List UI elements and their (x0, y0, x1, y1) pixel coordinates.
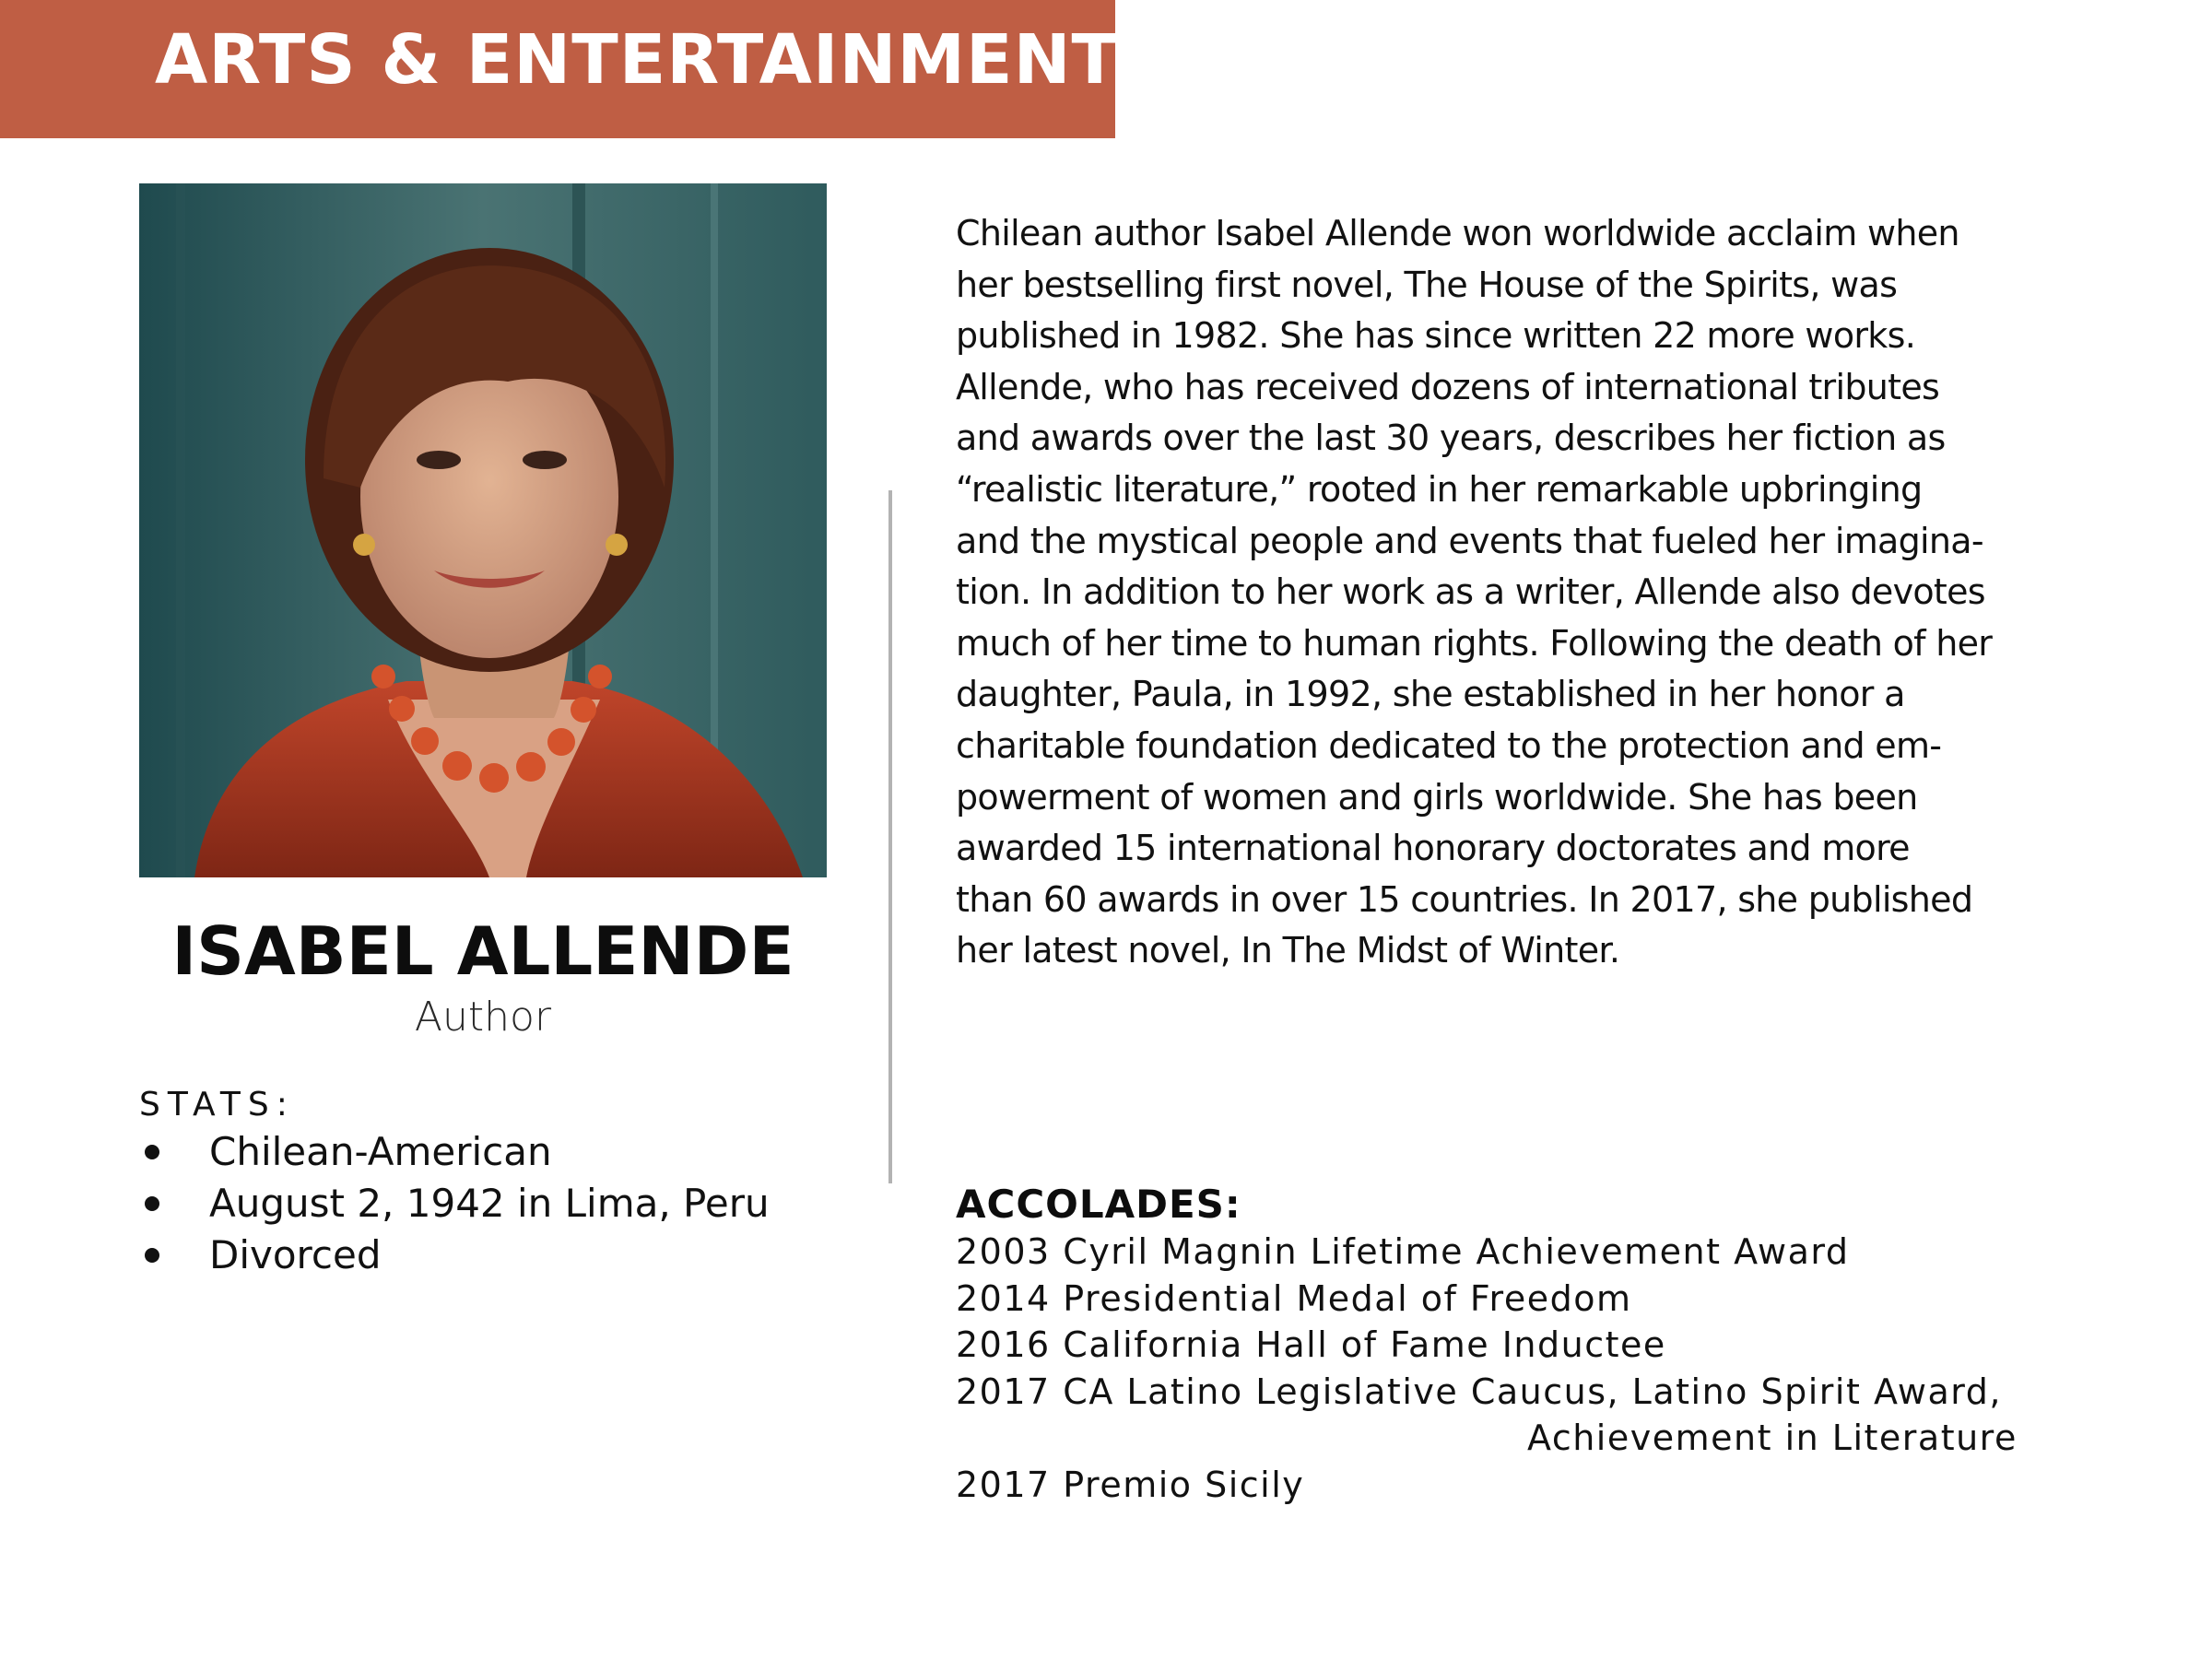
stats-item (139, 1230, 840, 1281)
bio-line: than 60 awards in over 15 countries. In 2017, she published (956, 878, 1973, 920)
bio-line: daughter, Paula, in 1992, she established in her honor a (956, 674, 1905, 715)
bio-line: charitable foundation dedicated to the protection and em- (956, 724, 1942, 766)
bio-line: her bestselling first novel, The House of the Spirits, was (956, 264, 1898, 305)
biography (956, 208, 2117, 977)
stats-item (139, 1126, 840, 1178)
bio-line: and the mystical people and events that fueled her imagina- (956, 520, 1983, 561)
bio-line: powerment of women and girls worldwide. She has been (956, 776, 1918, 818)
section-banner (0, 0, 1119, 138)
bio-line: her latest novel, In The Midst of Winter. (956, 930, 1620, 971)
portrait-photo (139, 183, 827, 877)
accolade-item-continuation: Achievement in Literature (1527, 1418, 2018, 1459)
stats-item-text: August 2, 1942 in Lima, Peru (209, 1181, 770, 1226)
section-title: ARTS & ENTERTAINMENT (155, 20, 1119, 100)
person-name: ISABEL ALLENDE (171, 912, 794, 990)
bio-line: Allende, who has received dozens of international tributes (956, 366, 1940, 407)
stats-item-text: Chilean-American (209, 1129, 552, 1174)
accolade-item: 2016 California Hall of Fame Inductee (956, 1324, 1666, 1366)
vertical-divider (888, 490, 892, 1183)
bullet-icon (145, 1145, 159, 1159)
bio-line: “realistic literature,” rooted in her remarkable upbringing (956, 468, 1923, 510)
accolade-item: 2017 CA Latino Legislative Caucus, Latino Spirit Award, (956, 1371, 2002, 1412)
accolade-item: 2017 Premio Sicily (956, 1464, 1305, 1505)
person-role: Author (414, 994, 552, 1041)
accolades-heading: ACCOLADES: (956, 1182, 1241, 1227)
stats-item-text: Divorced (209, 1232, 382, 1277)
bio-line: published in 1982. She has since written 22 more works. (956, 315, 1916, 357)
bullet-icon (145, 1196, 159, 1211)
accolade-item: 2014 Presidential Medal of Freedom (956, 1277, 1632, 1319)
stats-list (139, 1126, 840, 1281)
bio-line: tion. In addition to her work as a writer, Allende also devotes (956, 571, 1985, 613)
stats-item (139, 1178, 840, 1230)
bullet-icon (145, 1248, 159, 1263)
bio-line: much of her time to human rights. Following the death of her (956, 622, 1993, 664)
bio-line: Chilean author Isabel Allende won worldwide acclaim when (956, 213, 1959, 253)
accolade-item: 2003 Cyril Magnin Lifetime Achievement Award (956, 1231, 1850, 1272)
bio-line: and awards over the last 30 years, describes her fiction as (956, 418, 1946, 459)
accolades-list (956, 1229, 2062, 1509)
bio-line: awarded 15 international honorary doctorates and more (956, 828, 1910, 869)
stats-heading: STATS: (139, 1086, 295, 1124)
